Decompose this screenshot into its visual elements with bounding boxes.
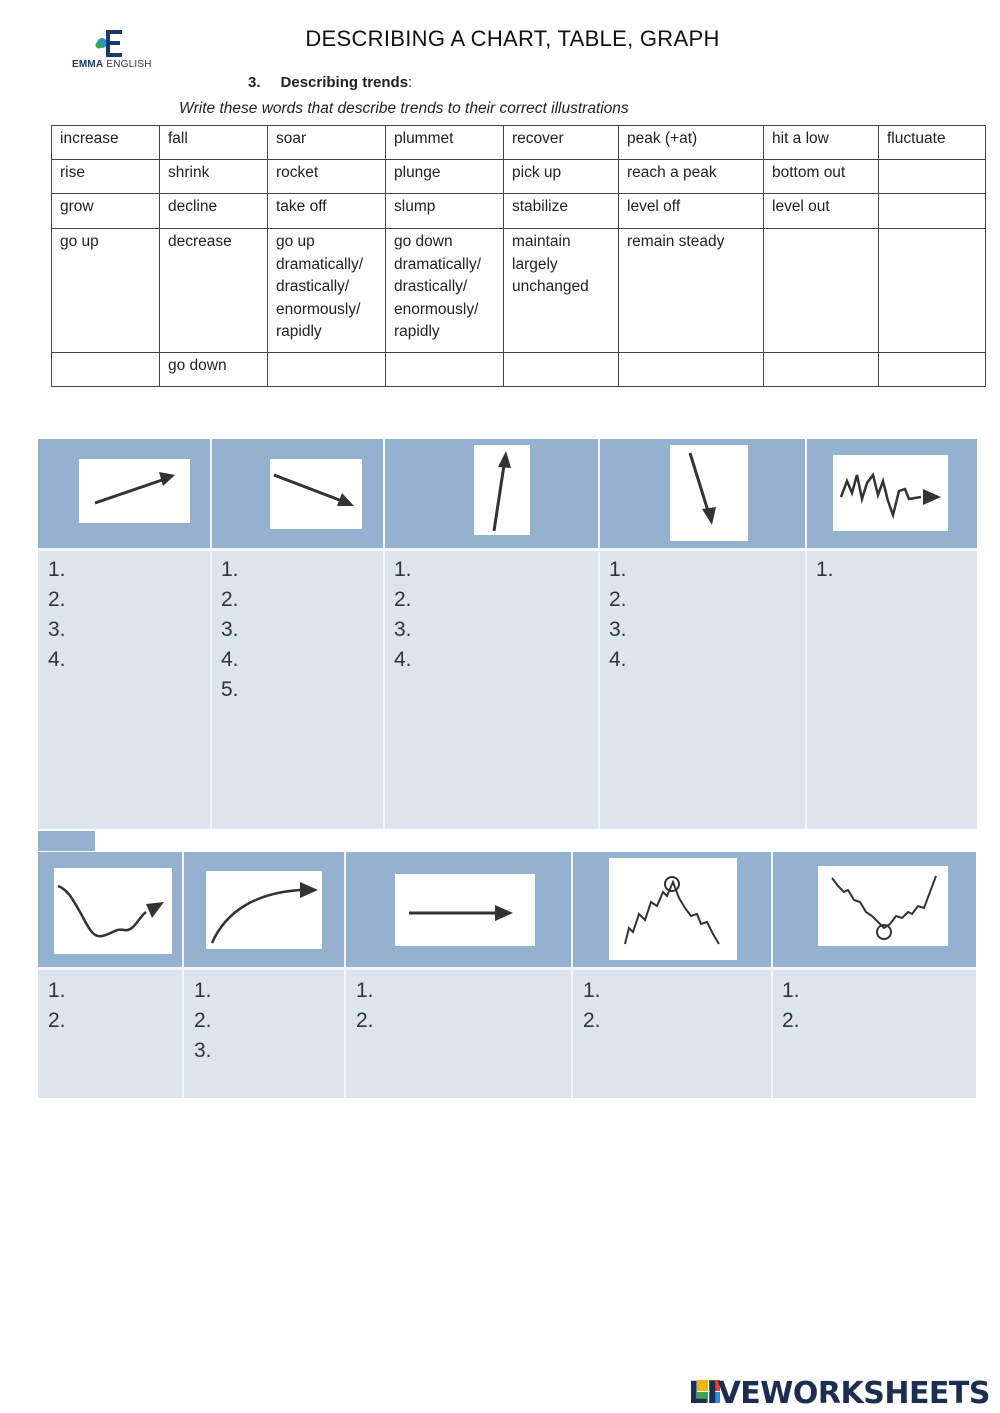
list-item[interactable]: 1. [583,979,601,1002]
word-cell [879,229,986,353]
word-cell: soar [268,126,386,160]
word-cell [386,353,504,387]
list-item[interactable]: 5. [221,678,239,701]
divider [344,852,346,1098]
word-cell: grow [52,194,160,229]
illustration-panel-1 [38,439,977,829]
answer-list [221,555,239,705]
list-item[interactable]: 1. [816,558,834,581]
peak-icon [609,858,737,960]
list-item[interactable]: 2. [394,588,412,611]
list-item[interactable]: 2. [221,588,239,611]
logo-caption-rest: ENGLISH [103,59,152,70]
word-cell [879,160,986,194]
liveworksheets-brand[interactable]: LIVEWORKSHEETS [688,1376,990,1411]
falling-arrow-icon [270,459,362,529]
curve-level-off-icon [206,871,322,949]
word-cell: plummet [386,126,504,160]
word-cell: hit a low [764,126,879,160]
list-item[interactable]: 1. [194,979,212,1002]
word-cell: level out [764,194,879,229]
answer-list [48,555,66,675]
list-item[interactable]: 4. [48,648,66,671]
list-item[interactable]: 3. [221,618,239,641]
answer-list [48,976,66,1036]
word-cell [268,353,386,387]
word-cell: shrink [160,160,268,194]
rising-arrow-icon [79,459,190,523]
section-heading [248,74,412,91]
answer-list [782,976,800,1036]
list-item[interactable]: 2. [48,588,66,611]
page-title: DESCRIBING A CHART, TABLE, GRAPH [305,26,720,51]
answer-list [394,555,412,675]
table-row [52,126,986,160]
word-cell: fluctuate [879,126,986,160]
low-point-icon [818,866,948,946]
section-title: Describing trends [280,74,409,91]
list-item[interactable]: 4. [221,648,239,671]
list-item[interactable]: 3. [194,1039,212,1062]
list-item[interactable]: 4. [609,648,627,671]
word-cell: reach a peak [619,160,764,194]
list-item[interactable]: 1. [48,558,66,581]
word-cell [619,353,764,387]
divider [38,967,976,970]
fluctuating-arrow-icon [833,455,948,531]
word-cell: go up dramatically/ drastically/ enormously/ rapidly [268,229,386,353]
word-cell [879,194,986,229]
list-item[interactable]: 2. [583,1009,601,1032]
word-cell: level off [619,194,764,229]
panel-tab [38,831,95,851]
steady-arrow-icon [395,874,535,946]
illustration-panel-2 [38,852,976,1098]
dip-then-recover-icon [54,868,172,954]
list-item[interactable]: 1. [782,979,800,1002]
word-cell: rocket [268,160,386,194]
word-cell: bottom out [764,160,879,194]
list-item[interactable]: 2. [48,1009,66,1032]
answer-list [356,976,374,1036]
word-cell: take off [268,194,386,229]
divider [598,439,600,829]
steep-fall-arrow-icon [670,445,748,541]
table-row [52,353,986,387]
divider [38,548,977,551]
word-cell: rise [52,160,160,194]
table-row [52,194,986,229]
list-item[interactable]: 1. [356,979,374,1002]
word-cell [764,353,879,387]
list-item[interactable]: 3. [609,618,627,641]
word-cell: slump [386,194,504,229]
word-cell: maintain largely unchanged [504,229,619,353]
logo-caption-bold: EMMA [72,59,104,70]
answer-list [583,976,601,1036]
list-item[interactable]: 2. [356,1009,374,1032]
list-item[interactable]: 1. [221,558,239,581]
word-cell: plunge [386,160,504,194]
answer-list [194,976,212,1066]
list-item[interactable]: 2. [194,1009,212,1032]
divider [805,439,807,829]
list-item[interactable]: 1. [394,558,412,581]
list-item[interactable]: 2. [782,1009,800,1032]
list-item[interactable]: 3. [394,618,412,641]
section-number: 3. [248,74,261,91]
word-table [51,125,986,387]
word-cell [52,353,160,387]
steep-rise-arrow-icon [474,445,530,535]
word-cell: fall [160,126,268,160]
list-item[interactable]: 1. [48,979,66,1002]
word-cell: go down [160,353,268,387]
instruction-text: Write these words that describe trends to their correct illustrations [179,100,629,117]
word-cell [764,229,879,353]
section-colon: : [408,74,413,91]
answer-list [816,555,834,585]
table-row [52,160,986,194]
word-cell: pick up [504,160,619,194]
word-cell: decrease [160,229,268,353]
word-cell: increase [52,126,160,160]
logo-caption [72,59,152,70]
list-item[interactable]: 1. [609,558,627,581]
word-cell: decline [160,194,268,229]
word-cell: go up [52,229,160,353]
word-cell [504,353,619,387]
divider [182,852,184,1098]
word-cell: peak (+at) [619,126,764,160]
list-item[interactable]: 4. [394,648,412,671]
list-item[interactable]: 3. [48,618,66,641]
divider [383,439,385,829]
answer-list [609,555,627,675]
word-cell: remain steady [619,229,764,353]
divider [771,852,773,1098]
word-cell: go down dramatically/ drastically/ enormously/ rapidly [386,229,504,353]
word-cell: recover [504,126,619,160]
word-cell [879,353,986,387]
divider [571,852,573,1098]
table-row [52,229,986,353]
list-item[interactable]: 2. [609,588,627,611]
word-cell: stabilize [504,194,619,229]
divider [210,439,212,829]
